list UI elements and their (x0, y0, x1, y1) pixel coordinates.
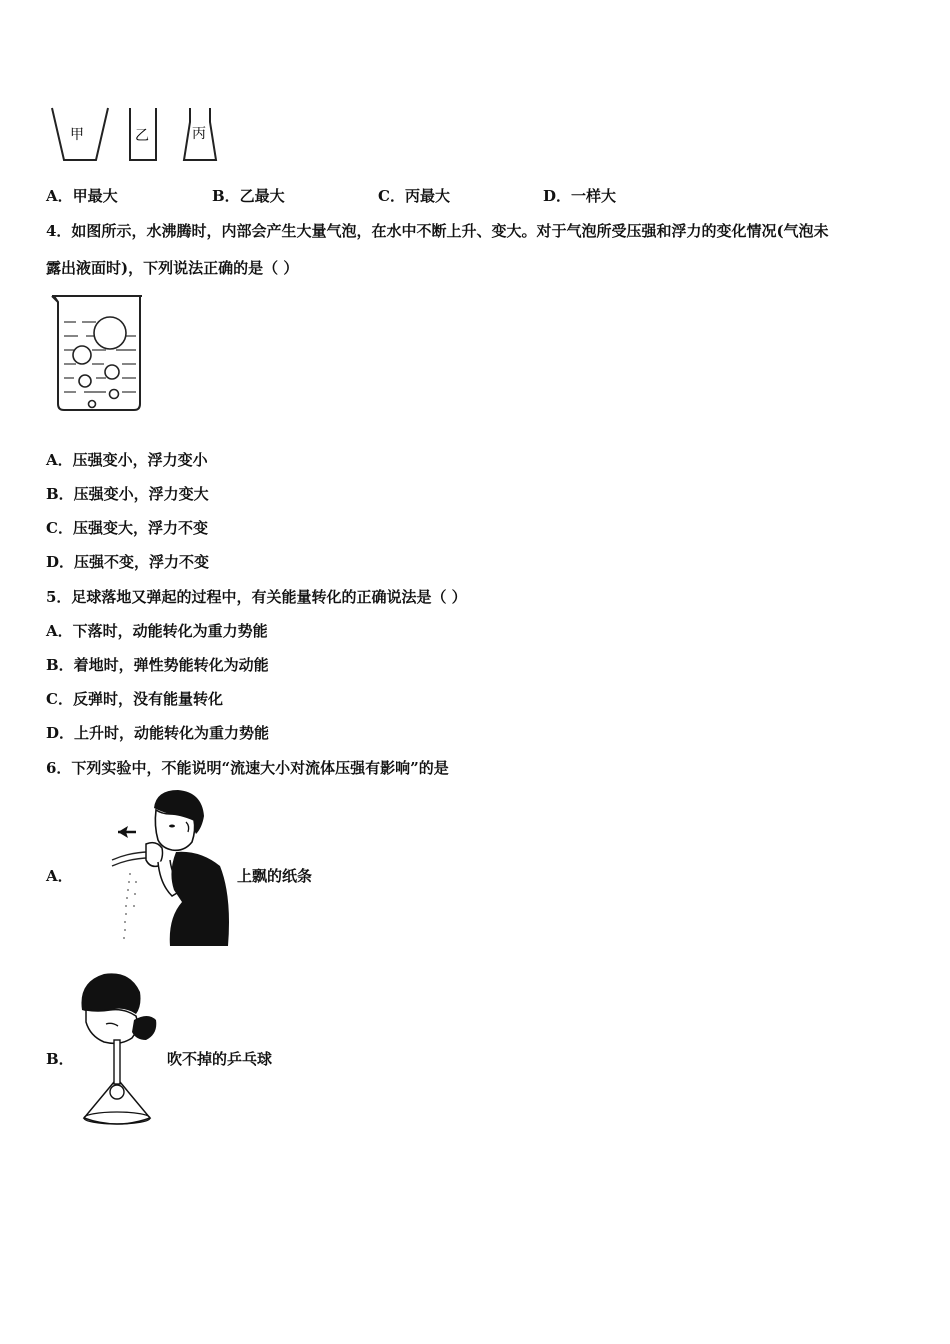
q5-stem: 5．足球落地又弹起的过程中，有关能量转化的正确说法是（ ） (46, 588, 467, 606)
q4-stem-line1: 4．如图所示，水沸腾时，内部会产生大量气泡，在水中不断上升、变大。对于气泡所受压强和浮力的变化情况(气泡未 (46, 222, 829, 240)
q3-option-d: D．一样大 (543, 187, 617, 205)
q5-option-c: C．反弹时，没有能量转化 (46, 690, 223, 708)
q6-option-b-letter: B． (46, 1050, 74, 1068)
q4-stem-line2: 露出液面时)，下列说法正确的是（ ） (46, 259, 299, 277)
q6-option-b-caption: 吹不掉的乒乓球 (167, 1050, 273, 1068)
q5-option-b: B．着地时，弹性势能转化为动能 (46, 656, 269, 674)
q4-beaker-figure (46, 292, 150, 416)
container-jia (52, 108, 108, 160)
q5-option-d: D．上升时，动能转化为重力势能 (46, 724, 270, 742)
q4-option-c: C．压强变大，浮力不变 (46, 519, 208, 537)
q6-figure-boy-blowing-paper (110, 786, 234, 950)
q3-option-b: B．乙最大 (212, 187, 285, 205)
container-bing-label: 丙 (192, 126, 206, 142)
container-yi (130, 108, 156, 160)
q6-figure-boy-blowing-pingpong (76, 970, 166, 1130)
q6-stem: 6．下列实验中，不能说明“流速大小对流体压强有影响”的是 (46, 759, 449, 777)
q4-option-d: D．压强不变，浮力不变 (46, 553, 210, 571)
q3-option-c: C．丙最大 (378, 187, 450, 205)
q6-option-a-letter: A． (46, 867, 73, 885)
q3-containers-figure (48, 104, 228, 166)
q3-option-a: A．甲最大 (46, 187, 118, 205)
q4-option-b: B．压强变小，浮力变大 (46, 485, 209, 503)
q4-option-a: A．压强变小，浮力变小 (46, 451, 208, 469)
q5-option-a: A．下落时，动能转化为重力势能 (46, 622, 268, 640)
container-bing (184, 108, 216, 160)
container-jia-label: 甲 (70, 127, 84, 143)
q6-option-a-caption: 上飘的纸条 (237, 867, 313, 885)
container-yi-label: 乙 (135, 128, 149, 144)
